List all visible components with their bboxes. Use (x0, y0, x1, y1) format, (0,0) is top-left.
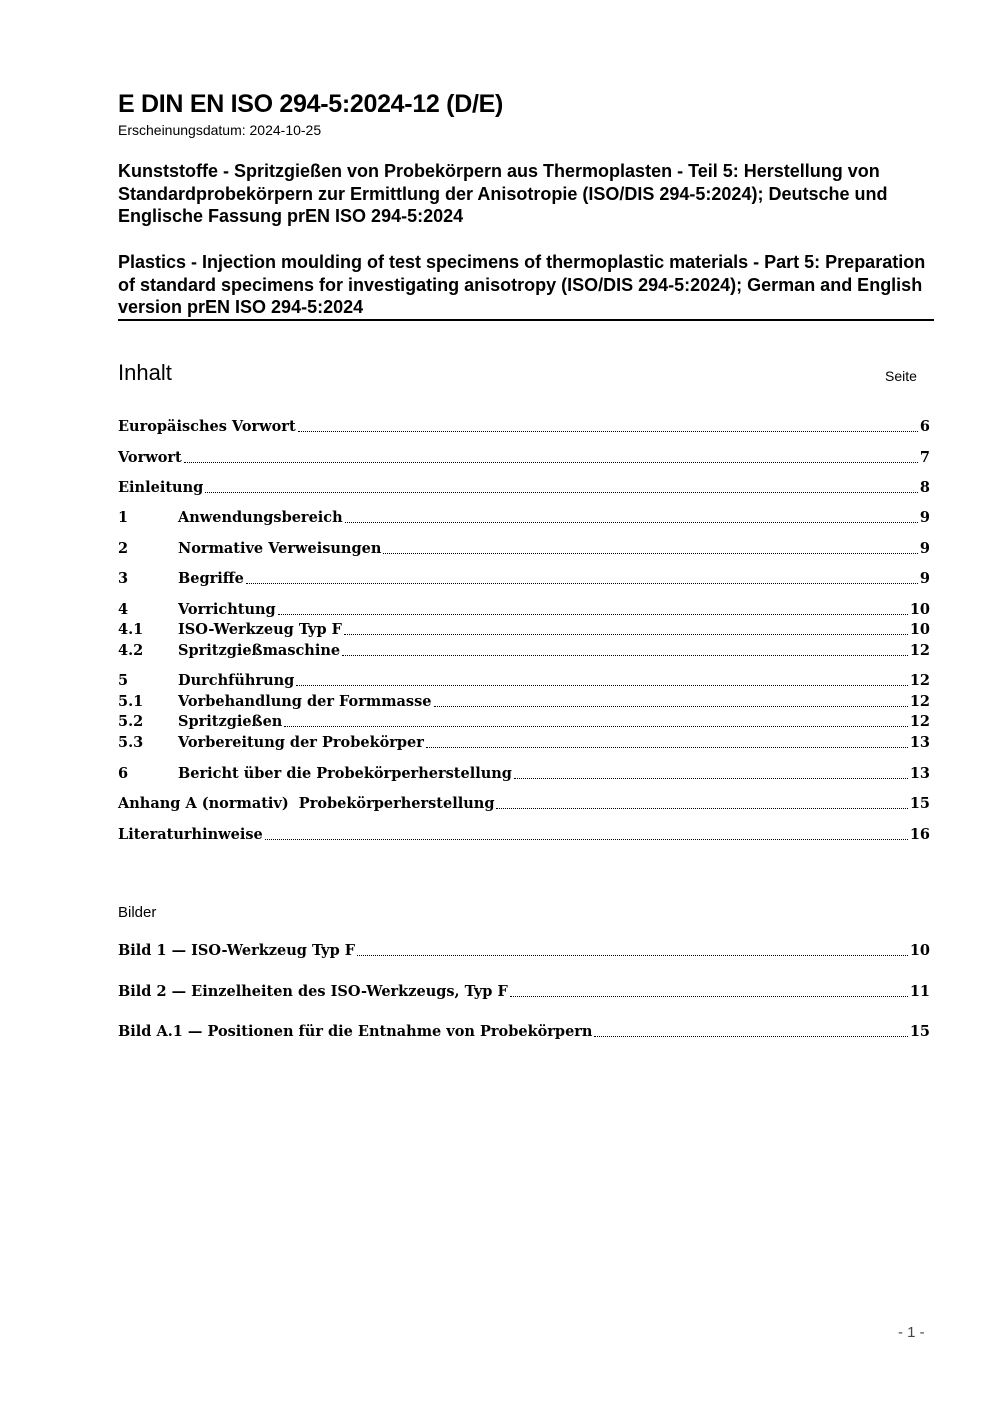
toc-entry-label: Begriffe (178, 570, 244, 587)
toc-entry[interactable] (118, 795, 930, 813)
figure-entry-label: Bild A.1 — Positionen für die Entnahme von Probekörpern (118, 1023, 593, 1040)
toc-entry-label: Einleitung (118, 479, 204, 496)
toc-entry[interactable] (118, 693, 930, 711)
toc-entry[interactable] (118, 713, 930, 731)
toc-leader-dots (514, 778, 908, 779)
toc-entry-page: 13 (909, 765, 930, 782)
figure-entry-page: 11 (909, 983, 930, 1000)
toc-entry-page: 12 (909, 713, 930, 730)
toc-entry[interactable] (118, 642, 930, 660)
figure-leader-dots (594, 1036, 907, 1037)
toc-entry[interactable] (118, 449, 930, 467)
toc-leader-dots (345, 522, 918, 523)
toc-heading: Inhalt (118, 360, 172, 385)
page-number: - 1 - (898, 1324, 925, 1341)
toc-page-column-label: Seite (885, 368, 917, 384)
toc-entry-number: 4.2 (118, 642, 144, 659)
toc-entry-label: Spritzgießmaschine (178, 642, 341, 659)
toc-leader-dots (205, 492, 918, 493)
toc-entry-number: 5.2 (118, 713, 144, 730)
toc-leader-dots (278, 614, 908, 615)
title-german: Kunststoffe - Spritzgießen von Probekörpern aus Thermoplasten - Teil 5: Herstellung von Standardprobekörpern zur Ermittlung der Anisotropie (ISO/DIS 294-5:2024); Deutsche und Englische Fassung prEN ISO 294-5:2024 (118, 161, 888, 226)
toc-entry-number: 4.1 (118, 621, 144, 638)
toc-entry-page: 15 (909, 795, 930, 812)
toc-entry-number: 6 (118, 765, 129, 782)
toc-entry-page: 10 (909, 621, 930, 638)
toc-entry-page: 10 (909, 601, 930, 618)
toc-leader-dots (246, 583, 918, 584)
toc-leader-dots (383, 553, 918, 554)
toc-entry-label: Bericht über die Probekörperherstellung (178, 765, 512, 782)
toc-leader-dots (184, 462, 918, 463)
toc-entry-page: 12 (909, 693, 930, 710)
toc-entry-page: 9 (919, 570, 930, 587)
toc-entry[interactable] (118, 621, 930, 639)
toc-leader-dots (434, 706, 908, 707)
toc-leader-dots (265, 839, 908, 840)
toc-entry[interactable] (118, 509, 930, 527)
toc-entry-label: Anhang A (normativ) Probekörperherstellung (118, 795, 495, 812)
toc-entry-number: 3 (118, 570, 129, 587)
toc-leader-dots (344, 634, 908, 635)
toc-entry[interactable] (118, 601, 930, 619)
document-id: E DIN EN ISO 294-5:2024-12 (D/E) (118, 90, 503, 118)
toc-entry-label: Spritzgießen (178, 713, 283, 730)
toc-leader-dots (426, 747, 908, 748)
toc-entry-label: Normative Verweisungen (178, 540, 382, 557)
figure-entry[interactable] (118, 1023, 930, 1041)
toc-entry-page: 9 (919, 540, 930, 557)
toc-entry-page: 6 (919, 418, 930, 435)
toc-leader-dots (496, 808, 907, 809)
toc-entry[interactable] (118, 540, 930, 558)
toc-entry-number: 4 (118, 601, 129, 618)
figure-entry[interactable] (118, 942, 930, 960)
toc-leader-dots (342, 655, 908, 656)
figure-entry-label: Bild 1 — ISO-Werkzeug Typ F (118, 942, 356, 959)
toc-entry-label: Vorwort (118, 449, 182, 466)
toc-entry[interactable] (118, 826, 930, 844)
toc-leader-dots (284, 726, 907, 727)
toc-entry-page: 16 (909, 826, 930, 843)
toc-entry-page: 9 (919, 509, 930, 526)
toc-entry-label: Vorbehandlung der Formmasse (178, 693, 432, 710)
toc-entry-label: Durchführung (178, 672, 295, 689)
toc-entry-label: Vorbereitung der Probekörper (178, 734, 424, 751)
toc-entry[interactable] (118, 765, 930, 783)
toc-entry[interactable] (118, 570, 930, 588)
toc-entry-page: 13 (909, 734, 930, 751)
toc-entry-number: 1 (118, 509, 129, 526)
figure-leader-dots (510, 996, 908, 997)
figure-entry-label: Bild 2 — Einzelheiten des ISO-Werkzeugs, Typ F (118, 983, 508, 1000)
figure-entry-page: 10 (909, 942, 930, 959)
toc-leader-dots (298, 431, 918, 432)
title-english: Plastics - Injection moulding of test specimens of thermoplastic materials - Part 5: Preparation of standard specimens for investigating anisotropy (ISO/DIS 294-5:2024); German and English version prEN ISO 294-5:2024 (118, 252, 926, 317)
toc-entry-number: 2 (118, 540, 129, 557)
figure-entry-page: 15 (909, 1023, 930, 1040)
toc-entry-page: 12 (909, 642, 930, 659)
toc-entry-number: 5.1 (118, 693, 144, 710)
figure-leader-dots (357, 955, 908, 956)
toc-entry-page: 12 (909, 672, 930, 689)
toc-leader-dots (296, 685, 908, 686)
toc-entry[interactable] (118, 479, 930, 497)
title-divider (118, 319, 934, 321)
toc-entry-label: ISO-Werkzeug Typ F (178, 621, 342, 638)
toc-entry-label: Europäisches Vorwort (118, 418, 296, 435)
toc-entry-number: 5.3 (118, 734, 144, 751)
toc-entry-page: 8 (919, 479, 930, 496)
toc-entry-page: 7 (919, 449, 930, 466)
publication-date: Erscheinungsdatum: 2024-10-25 (118, 122, 322, 138)
toc-entry-label: Vorrichtung (178, 601, 276, 618)
toc-entry[interactable] (118, 672, 930, 690)
toc-entry-label: Literaturhinweise (118, 826, 263, 843)
figure-entry[interactable] (118, 983, 930, 1001)
toc-entry-number: 5 (118, 672, 129, 689)
figures-heading: Bilder (118, 904, 157, 921)
toc-entry[interactable] (118, 418, 930, 436)
toc-entry-label: Anwendungsbereich (178, 509, 343, 526)
toc-entry[interactable] (118, 734, 930, 752)
